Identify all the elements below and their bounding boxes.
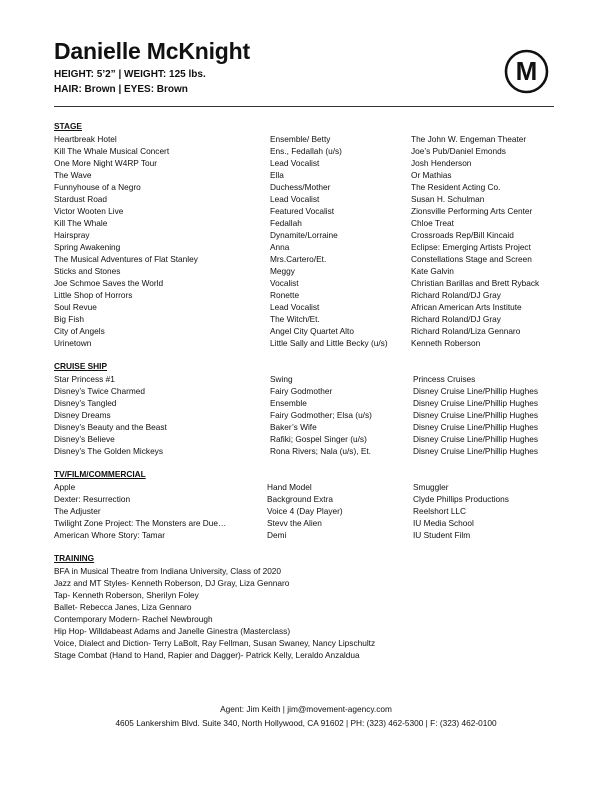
training-text: Tap- Kenneth Roberson, Sherilyn Foley (54, 590, 199, 600)
credit-role: Lead Vocalist (270, 302, 320, 312)
height-weight: HEIGHT: 5’2” | WEIGHT: 125 lbs. (54, 69, 206, 80)
credit-row (54, 265, 554, 277)
credit-title: Dexter: Resurrection (54, 494, 131, 504)
tv-list (54, 481, 554, 541)
credit-row (54, 325, 554, 337)
credit-title: Disney’s Believe (54, 434, 115, 444)
credit-role: Featured Vocalist (270, 206, 335, 216)
credit-venue: The Resident Acting Co. (411, 182, 501, 192)
credit-role: Stevv the Alien (267, 518, 322, 528)
credit-row (54, 145, 554, 157)
credit-role: Fairy Godmother; Elsa (u/s) (270, 410, 372, 420)
stage-heading: STAGE (54, 121, 82, 131)
training-text: Hip Hop- Willdabeast Adams and Janelle Ginestra (Masterclass) (54, 626, 291, 636)
credit-role: Rona Rivers; Nala (u/s), Et. (270, 446, 371, 456)
credit-role: Ronette (270, 290, 300, 300)
credit-row (54, 397, 554, 409)
credit-title: Disney’s Tangled (54, 398, 117, 408)
credit-row (54, 421, 554, 433)
training-line (54, 577, 554, 589)
credit-venue: Disney Cruise Line/Phillip Hughes (413, 410, 538, 420)
cruise-list (54, 373, 554, 457)
credit-row (54, 169, 554, 181)
credit-title: Disney Dreams (54, 410, 111, 420)
credit-venue: Smuggler (413, 482, 449, 492)
credit-venue: Constellations Stage and Screen (411, 254, 532, 264)
header-divider (54, 106, 554, 107)
credit-title: Little Shop of Horrors (54, 290, 133, 300)
credit-row (54, 409, 554, 421)
credit-title: Star Princess #1 (54, 374, 115, 384)
credit-role: Vocalist (270, 278, 299, 288)
training-line (54, 637, 554, 649)
credit-row (54, 445, 554, 457)
credit-role: Anna (270, 242, 290, 252)
agency-address: 4605 Lankershim Blvd. Suite 340, North Hollywood, CA 91602 | PH: (323) 462-5300 | F: (323) 462-0100 (115, 718, 497, 728)
credit-row (54, 181, 554, 193)
credit-row (54, 529, 554, 541)
credit-venue: Disney Cruise Line/Phillip Hughes (413, 386, 538, 396)
credit-venue: Or Mathias (411, 170, 452, 180)
credit-title: Hairspray (54, 230, 90, 240)
credit-role: Meggy (270, 266, 295, 276)
credit-title: City of Angels (54, 326, 105, 336)
performer-name: Danielle McKnight (54, 38, 250, 64)
credit-role: Rafiki; Gospel Singer (u/s) (270, 434, 367, 444)
credit-venue: Joe’s Pub/Daniel Emonds (411, 146, 506, 156)
credit-title: American Whore Story: Tamar (54, 530, 165, 540)
credit-title: Spring Awakening (54, 242, 121, 252)
credit-venue: Disney Cruise Line/Phillip Hughes (413, 434, 538, 444)
credit-venue: IU Media School (413, 518, 474, 528)
credit-title: Twilight Zone Project: The Monsters are Due… (54, 518, 227, 528)
credit-row (54, 481, 554, 493)
credit-role: Background Extra (267, 494, 333, 504)
stage-list (54, 133, 554, 349)
credit-venue: IU Student Film (413, 530, 471, 540)
credit-row (54, 493, 554, 505)
training-text: Voice, Dialect and Diction- Terry LaBolt, Ray Fellman, Susan Swaney, Nancy Lipschultz (54, 638, 376, 648)
credit-row (54, 337, 554, 349)
credit-row (54, 253, 554, 265)
training-text: Jazz and MT Styles- Kenneth Roberson, DJ Gray, Liza Gennaro (54, 578, 290, 588)
credit-role: Lead Vocalist (270, 158, 320, 168)
training-line (54, 589, 554, 601)
credit-title: The Wave (54, 170, 92, 180)
credit-role: Swing (270, 374, 293, 384)
credit-title: Urinetown (54, 338, 92, 348)
training-line (54, 601, 554, 613)
credit-role: Little Sally and Little Becky (u/s) (270, 338, 388, 348)
credit-venue: Princess Cruises (413, 374, 476, 384)
credit-venue: Disney Cruise Line/Phillip Hughes (413, 422, 538, 432)
training-text: Stage Combat (Hand to Hand, Rapier and Dagger)- Patrick Kelly, Leraldo Anzaldua (54, 650, 360, 660)
credit-venue: Zionsville Performing Arts Center (411, 206, 533, 216)
agent-contact: Agent: Jim Keith | jim@movement-agency.com (220, 704, 392, 714)
credit-row (54, 205, 554, 217)
credit-venue: The John W. Engeman Theater (411, 134, 527, 144)
credit-row (54, 373, 554, 385)
credit-venue: Crossroads Rep/Bill Kincaid (411, 230, 514, 240)
credit-row (54, 277, 554, 289)
credit-row (54, 385, 554, 397)
training-line (54, 625, 554, 637)
training-line (54, 613, 554, 625)
credit-role: Fairy Godmother (270, 386, 333, 396)
credit-title: Disney’s The Golden Mickeys (54, 446, 163, 456)
credit-row (54, 133, 554, 145)
agency-logo-icon (504, 49, 549, 94)
credit-title: Funnyhouse of a Negro (54, 182, 141, 192)
training-text: Contemporary Modern- Rachel Newbrough (54, 614, 213, 624)
credit-title: Big Fish (54, 314, 84, 324)
credit-title: The Adjuster (54, 506, 101, 516)
credit-row (54, 229, 554, 241)
credit-title: One More Night W4RP Tour (54, 158, 157, 168)
credit-role: Duchess/Mother (270, 182, 331, 192)
credit-venue: Kate Galvin (411, 266, 454, 276)
credit-role: Ensemble/ Betty (270, 134, 331, 144)
credit-title: Heartbreak Hotel (54, 134, 117, 144)
logo-letter: M (515, 56, 538, 86)
credit-venue: Disney Cruise Line/Phillip Hughes (413, 398, 538, 408)
hair-eyes: HAIR: Brown | EYES: Brown (54, 84, 188, 95)
credit-row (54, 157, 554, 169)
credit-title: Victor Wooten Live (54, 206, 124, 216)
credit-row (54, 217, 554, 229)
credit-venue: Chloe Treat (411, 218, 454, 228)
credit-role: Angel City Quartet Alto (270, 326, 354, 336)
credit-venue: Reelshort LLC (413, 506, 467, 516)
credit-title: Sticks and Stones (54, 266, 121, 276)
credit-role: The Witch/Et. (270, 314, 320, 324)
tv-heading: TV/FILM/COMMERCIAL (54, 469, 146, 479)
credit-role: Ella (270, 170, 284, 180)
credit-role: Ensemble (270, 398, 307, 408)
credit-venue: Richard Roland/Liza Gennaro (411, 326, 521, 336)
credit-row (54, 517, 554, 529)
credit-role: Baker’s Wife (270, 422, 317, 432)
credit-title: Disney’s Twice Charmed (54, 386, 145, 396)
training-text: BFA in Musical Theatre from Indiana University, Class of 2020 (54, 566, 282, 576)
credit-role: Mrs.Cartero/Et. (270, 254, 327, 264)
credit-row (54, 289, 554, 301)
credit-title: Stardust Road (54, 194, 108, 204)
credit-role: Demi (267, 530, 287, 540)
credit-title: Kill The Whale Musical Concert (54, 146, 170, 156)
training-line (54, 649, 554, 661)
credit-role: Ens., Fedallah (u/s) (270, 146, 342, 156)
credit-venue: Kenneth Roberson (411, 338, 481, 348)
credit-title: Soul Revue (54, 302, 97, 312)
credit-venue: Richard Roland/DJ Gray (411, 290, 501, 300)
credit-row (54, 313, 554, 325)
credit-row (54, 241, 554, 253)
credit-venue: Richard Roland/DJ Gray (411, 314, 501, 324)
credit-role: Dynamite/Lorraine (270, 230, 338, 240)
credit-role: Voice 4 (Day Player) (267, 506, 343, 516)
credit-venue: Susan H. Schulman (411, 194, 485, 204)
credit-title: Kill The Whale (54, 218, 108, 228)
credit-row (54, 433, 554, 445)
cruise-heading: CRUISE SHIP (54, 361, 108, 371)
credit-row (54, 193, 554, 205)
credit-title: The Musical Adventures of Flat Stanley (54, 254, 198, 264)
credit-row (54, 505, 554, 517)
training-line (54, 565, 554, 577)
credit-title: Joe Schmoe Saves the World (54, 278, 164, 288)
credit-title: Disney’s Beauty and the Beast (54, 422, 167, 432)
credit-title: Apple (54, 482, 76, 492)
credit-role: Fedallah (270, 218, 302, 228)
training-list (54, 565, 554, 661)
credit-venue: Josh Henderson (411, 158, 472, 168)
training-text: Ballet- Rebecca Janes, Liza Gennaro (54, 602, 192, 612)
credit-venue: Disney Cruise Line/Phillip Hughes (413, 446, 538, 456)
credit-venue: Eclipse: Emerging Artists Project (411, 242, 531, 252)
credit-venue: Christian Barillas and Brett Ryback (411, 278, 540, 288)
credit-venue: African American Arts Institute (411, 302, 522, 312)
training-heading: TRAINING (54, 553, 95, 563)
credit-role: Lead Vocalist (270, 194, 320, 204)
credit-role: Hand Model (267, 482, 312, 492)
credit-venue: Clyde Phillips Productions (413, 494, 509, 504)
credit-row (54, 301, 554, 313)
